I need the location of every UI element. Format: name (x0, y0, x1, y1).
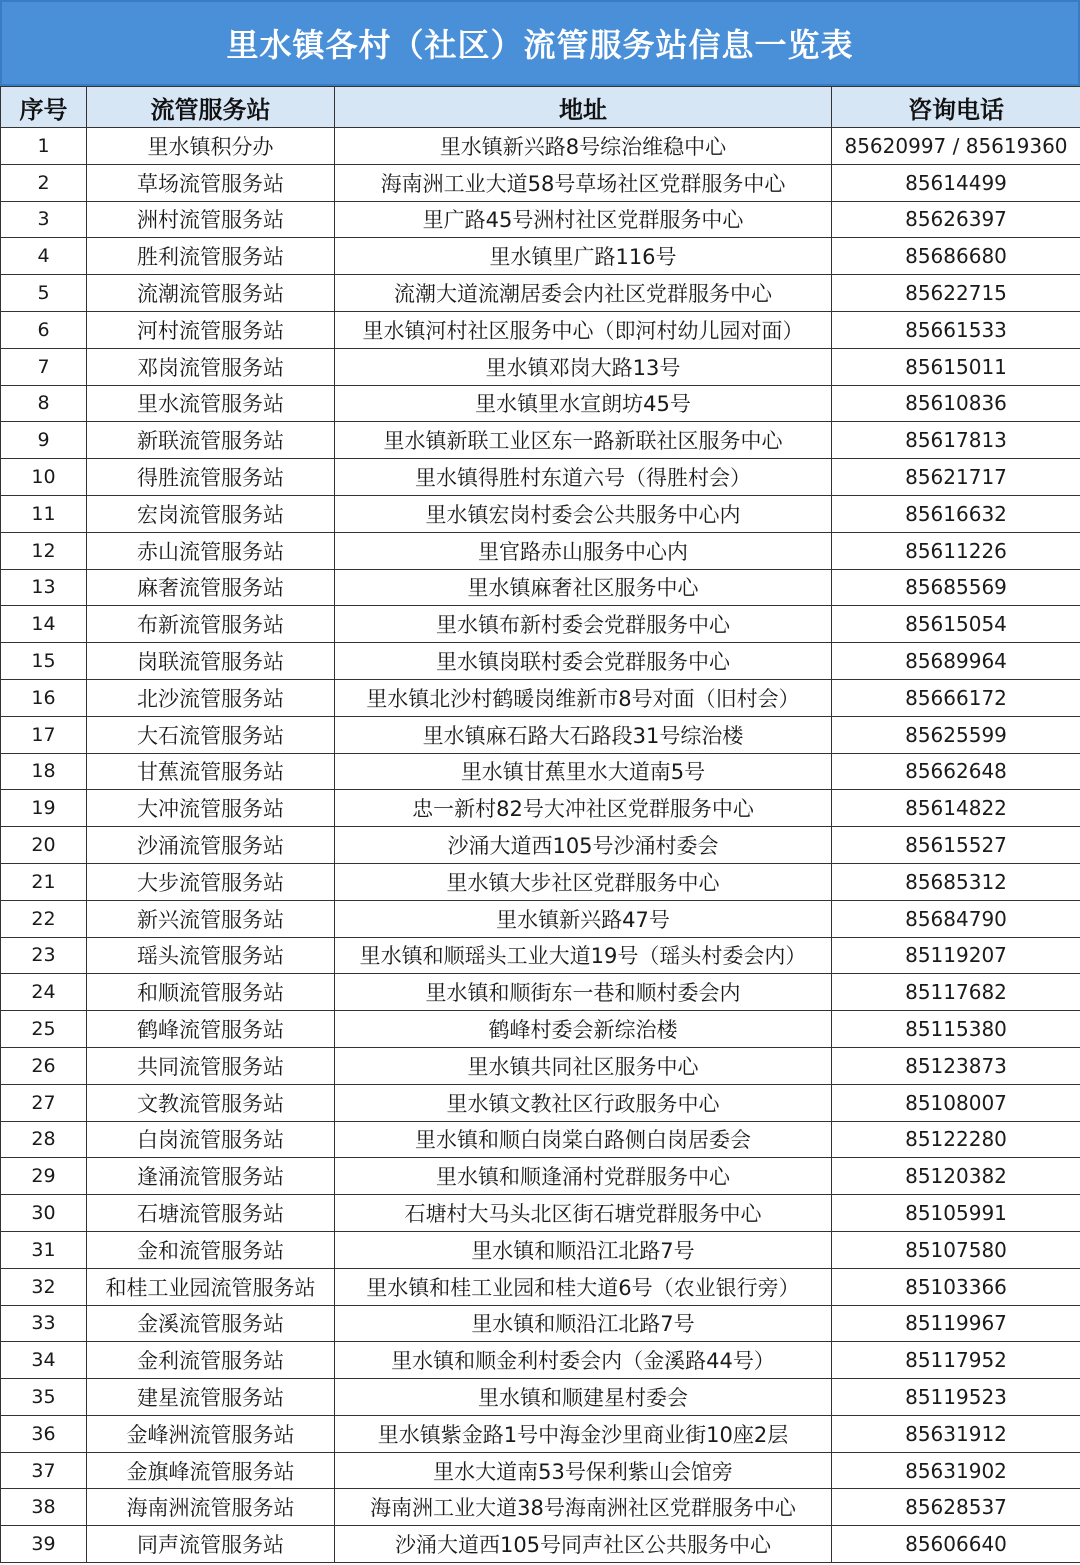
table-row (1, 790, 1080, 827)
station-name: 文教流管服务站 (87, 1084, 335, 1121)
phone-number: 85615527 (832, 827, 1080, 864)
address: 里水镇宏岗村委会公共服务中心内 (335, 495, 832, 532)
address: 沙涌大道西105号同声社区公共服务中心 (335, 1526, 832, 1563)
station-name: 海南洲流管服务站 (87, 1489, 335, 1526)
station-name: 新兴流管服务站 (87, 900, 335, 937)
row-index: 20 (1, 827, 87, 864)
row-index: 30 (1, 1195, 87, 1232)
station-name: 岗联流管服务站 (87, 643, 335, 680)
address: 里水镇和顺建星村委会 (335, 1379, 832, 1416)
phone-number: 85686680 (832, 238, 1080, 275)
station-name: 甘蕉流管服务站 (87, 753, 335, 790)
row-index: 23 (1, 937, 87, 974)
row-index: 6 (1, 311, 87, 348)
station-name: 石塘流管服务站 (87, 1195, 335, 1232)
row-index: 29 (1, 1158, 87, 1195)
station-name: 建星流管服务站 (87, 1379, 335, 1416)
phone-number: 85614499 (832, 164, 1080, 201)
phone-number: 85661533 (832, 311, 1080, 348)
row-index: 38 (1, 1489, 87, 1526)
address: 里水镇河村社区服务中心（即河村幼儿园对面） (335, 311, 832, 348)
table-row (1, 1047, 1080, 1084)
table-row (1, 422, 1080, 459)
table-row (1, 348, 1080, 385)
station-name: 麻奢流管服务站 (87, 569, 335, 606)
table-row (1, 238, 1080, 275)
phone-number: 85622715 (832, 275, 1080, 312)
table-row (1, 863, 1080, 900)
phone-number: 85631912 (832, 1415, 1080, 1452)
row-index: 16 (1, 679, 87, 716)
address: 里水镇甘蕉里水大道南5号 (335, 753, 832, 790)
station-name: 金溪流管服务站 (87, 1305, 335, 1342)
phone-number: 85626397 (832, 201, 1080, 238)
station-name: 胜利流管服务站 (87, 238, 335, 275)
row-index: 2 (1, 164, 87, 201)
row-index: 26 (1, 1047, 87, 1084)
table-row (1, 164, 1080, 201)
phone-number: 85108007 (832, 1084, 1080, 1121)
address: 里水镇和桂工业园和桂大道6号（农业银行旁） (335, 1268, 832, 1305)
row-index: 19 (1, 790, 87, 827)
address: 里水镇新兴路8号综治维稳中心 (335, 128, 832, 165)
row-index: 33 (1, 1305, 87, 1342)
row-index: 35 (1, 1379, 87, 1416)
address: 里水镇大步社区党群服务中心 (335, 863, 832, 900)
row-index: 37 (1, 1452, 87, 1489)
table-row (1, 643, 1080, 680)
phone-number: 85123873 (832, 1047, 1080, 1084)
table-row (1, 1011, 1080, 1048)
table-row (1, 459, 1080, 496)
address: 里水镇和顺瑶头工业大道19号（瑶头村委会内） (335, 937, 832, 974)
address: 石塘村大马头北区街石塘党群服务中心 (335, 1195, 832, 1232)
station-name: 瑶头流管服务站 (87, 937, 335, 974)
address: 里水大道南53号保利紫山会馆旁 (335, 1452, 832, 1489)
address: 里水镇新兴路47号 (335, 900, 832, 937)
address: 里水镇和顺沿江北路7号 (335, 1305, 832, 1342)
address: 里水镇和顺白岗棠白路侧白岗居委会 (335, 1121, 832, 1158)
address: 里水镇文教社区行政服务中心 (335, 1084, 832, 1121)
table-row (1, 1526, 1080, 1563)
address: 里广路45号洲村社区党群服务中心 (335, 201, 832, 238)
row-index: 28 (1, 1121, 87, 1158)
station-name: 金和流管服务站 (87, 1231, 335, 1268)
header-index: 序号 (1, 87, 87, 128)
table-row (1, 311, 1080, 348)
phone-number: 85103366 (832, 1268, 1080, 1305)
phone-number: 85119523 (832, 1379, 1080, 1416)
phone-number: 85117682 (832, 974, 1080, 1011)
row-index: 24 (1, 974, 87, 1011)
station-name: 河村流管服务站 (87, 311, 335, 348)
address: 沙涌大道西105号沙涌村委会 (335, 827, 832, 864)
table-row (1, 1121, 1080, 1158)
table-row (1, 679, 1080, 716)
station-name: 共同流管服务站 (87, 1047, 335, 1084)
address: 里水镇紫金路1号中海金沙里商业街10座2层 (335, 1415, 832, 1452)
row-index: 11 (1, 495, 87, 532)
station-name: 沙涌流管服务站 (87, 827, 335, 864)
station-name: 大冲流管服务站 (87, 790, 335, 827)
station-name: 里水镇积分办 (87, 128, 335, 165)
table-row (1, 1342, 1080, 1379)
table-row (1, 275, 1080, 312)
station-name: 金旗峰流管服务站 (87, 1452, 335, 1489)
station-name: 大石流管服务站 (87, 716, 335, 753)
address: 里水镇和顺逢涌村党群服务中心 (335, 1158, 832, 1195)
row-index: 3 (1, 201, 87, 238)
address: 海南洲工业大道38号海南洲社区党群服务中心 (335, 1489, 832, 1526)
phone-number: 85119967 (832, 1305, 1080, 1342)
address: 流潮大道流潮居委会内社区党群服务中心 (335, 275, 832, 312)
station-name: 洲村流管服务站 (87, 201, 335, 238)
station-name: 里水流管服务站 (87, 385, 335, 422)
row-index: 5 (1, 275, 87, 312)
phone-number: 85105991 (832, 1195, 1080, 1232)
row-index: 4 (1, 238, 87, 275)
header-address: 地址 (335, 87, 832, 128)
table-row (1, 1379, 1080, 1416)
address: 里水镇共同社区服务中心 (335, 1047, 832, 1084)
header-phone: 咨询电话 (832, 87, 1080, 128)
station-name: 和桂工业园流管服务站 (87, 1268, 335, 1305)
phone-number: 85120382 (832, 1158, 1080, 1195)
address: 里水镇麻石路大石路段31号综治楼 (335, 716, 832, 753)
row-index: 36 (1, 1415, 87, 1452)
station-name: 流潮流管服务站 (87, 275, 335, 312)
station-name: 布新流管服务站 (87, 606, 335, 643)
table-row (1, 1452, 1080, 1489)
phone-number: 85107580 (832, 1231, 1080, 1268)
phone-number: 85122280 (832, 1121, 1080, 1158)
phone-number: 85685569 (832, 569, 1080, 606)
row-index: 7 (1, 348, 87, 385)
phone-number: 85615054 (832, 606, 1080, 643)
address: 里水镇岗联村委会党群服务中心 (335, 643, 832, 680)
phone-number: 85684790 (832, 900, 1080, 937)
phone-number: 85119207 (832, 937, 1080, 974)
row-index: 1 (1, 128, 87, 165)
phone-number: 85615011 (832, 348, 1080, 385)
table-row (1, 974, 1080, 1011)
row-index: 8 (1, 385, 87, 422)
table-header-row (1, 87, 1080, 128)
station-name: 同声流管服务站 (87, 1526, 335, 1563)
phone-number: 85689964 (832, 643, 1080, 680)
table-row (1, 532, 1080, 569)
station-name: 鹤峰流管服务站 (87, 1011, 335, 1048)
station-name: 金峰洲流管服务站 (87, 1415, 335, 1452)
row-index: 31 (1, 1231, 87, 1268)
row-index: 39 (1, 1526, 87, 1563)
row-index: 15 (1, 643, 87, 680)
station-name: 新联流管服务站 (87, 422, 335, 459)
table-row (1, 1158, 1080, 1195)
station-table (0, 86, 1080, 1563)
address: 里水镇和顺沿江北路7号 (335, 1231, 832, 1268)
station-name: 北沙流管服务站 (87, 679, 335, 716)
station-name: 草场流管服务站 (87, 164, 335, 201)
address: 里水镇得胜村东道六号（得胜村会） (335, 459, 832, 496)
row-index: 22 (1, 900, 87, 937)
table-row (1, 827, 1080, 864)
row-index: 10 (1, 459, 87, 496)
table-row (1, 1195, 1080, 1232)
phone-number: 85611226 (832, 532, 1080, 569)
phone-number: 85614822 (832, 790, 1080, 827)
table-row (1, 1231, 1080, 1268)
row-index: 13 (1, 569, 87, 606)
row-index: 14 (1, 606, 87, 643)
header-station: 流管服务站 (87, 87, 335, 128)
phone-number: 85115380 (832, 1011, 1080, 1048)
address: 里水镇里广路116号 (335, 238, 832, 275)
page-title: 里水镇各村（社区）流管服务站信息一览表 (0, 0, 1080, 86)
station-name: 白岗流管服务站 (87, 1121, 335, 1158)
phone-number: 85617813 (832, 422, 1080, 459)
phone-number: 85606640 (832, 1526, 1080, 1563)
station-name: 邓岗流管服务站 (87, 348, 335, 385)
address: 里水镇新联工业区东一路新联社区服务中心 (335, 422, 832, 459)
table-row (1, 385, 1080, 422)
phone-number: 85666172 (832, 679, 1080, 716)
table-row (1, 753, 1080, 790)
phone-number: 85621717 (832, 459, 1080, 496)
table-row (1, 128, 1080, 165)
phone-number: 85616632 (832, 495, 1080, 532)
address: 里水镇里水宣朗坊45号 (335, 385, 832, 422)
table-row (1, 900, 1080, 937)
row-index: 27 (1, 1084, 87, 1121)
station-name: 得胜流管服务站 (87, 459, 335, 496)
table-row (1, 201, 1080, 238)
phone-number: 85117952 (832, 1342, 1080, 1379)
row-index: 18 (1, 753, 87, 790)
table-row (1, 716, 1080, 753)
address: 忠一新村82号大冲社区党群服务中心 (335, 790, 832, 827)
row-index: 32 (1, 1268, 87, 1305)
row-index: 34 (1, 1342, 87, 1379)
phone-number: 85610836 (832, 385, 1080, 422)
phone-number: 85662648 (832, 753, 1080, 790)
address: 里水镇邓岗大路13号 (335, 348, 832, 385)
address: 鹤峰村委会新综治楼 (335, 1011, 832, 1048)
table-row (1, 1268, 1080, 1305)
station-name: 赤山流管服务站 (87, 532, 335, 569)
phone-number: 85620997 / 85619360 (832, 128, 1080, 165)
address: 里水镇和顺街东一巷和顺村委会内 (335, 974, 832, 1011)
row-index: 17 (1, 716, 87, 753)
phone-number: 85631902 (832, 1452, 1080, 1489)
station-name: 大步流管服务站 (87, 863, 335, 900)
address: 里水镇麻奢社区服务中心 (335, 569, 832, 606)
station-name: 逢涌流管服务站 (87, 1158, 335, 1195)
table-row (1, 495, 1080, 532)
address: 里水镇北沙村鹤暖岗维新市8号对面（旧村会） (335, 679, 832, 716)
phone-number: 85625599 (832, 716, 1080, 753)
address: 里水镇和顺金利村委会内（金溪路44号） (335, 1342, 832, 1379)
phone-number: 85628537 (832, 1489, 1080, 1526)
row-index: 12 (1, 532, 87, 569)
station-name: 宏岗流管服务站 (87, 495, 335, 532)
row-index: 25 (1, 1011, 87, 1048)
table-row (1, 1084, 1080, 1121)
address: 里官路赤山服务中心内 (335, 532, 832, 569)
table-row (1, 569, 1080, 606)
table-row (1, 1305, 1080, 1342)
address: 里水镇布新村委会党群服务中心 (335, 606, 832, 643)
station-name: 金利流管服务站 (87, 1342, 335, 1379)
station-name: 和顺流管服务站 (87, 974, 335, 1011)
table-row (1, 1489, 1080, 1526)
address: 海南洲工业大道58号草场社区党群服务中心 (335, 164, 832, 201)
row-index: 21 (1, 863, 87, 900)
phone-number: 85685312 (832, 863, 1080, 900)
table-row (1, 1415, 1080, 1452)
table-row (1, 606, 1080, 643)
table-row (1, 937, 1080, 974)
row-index: 9 (1, 422, 87, 459)
